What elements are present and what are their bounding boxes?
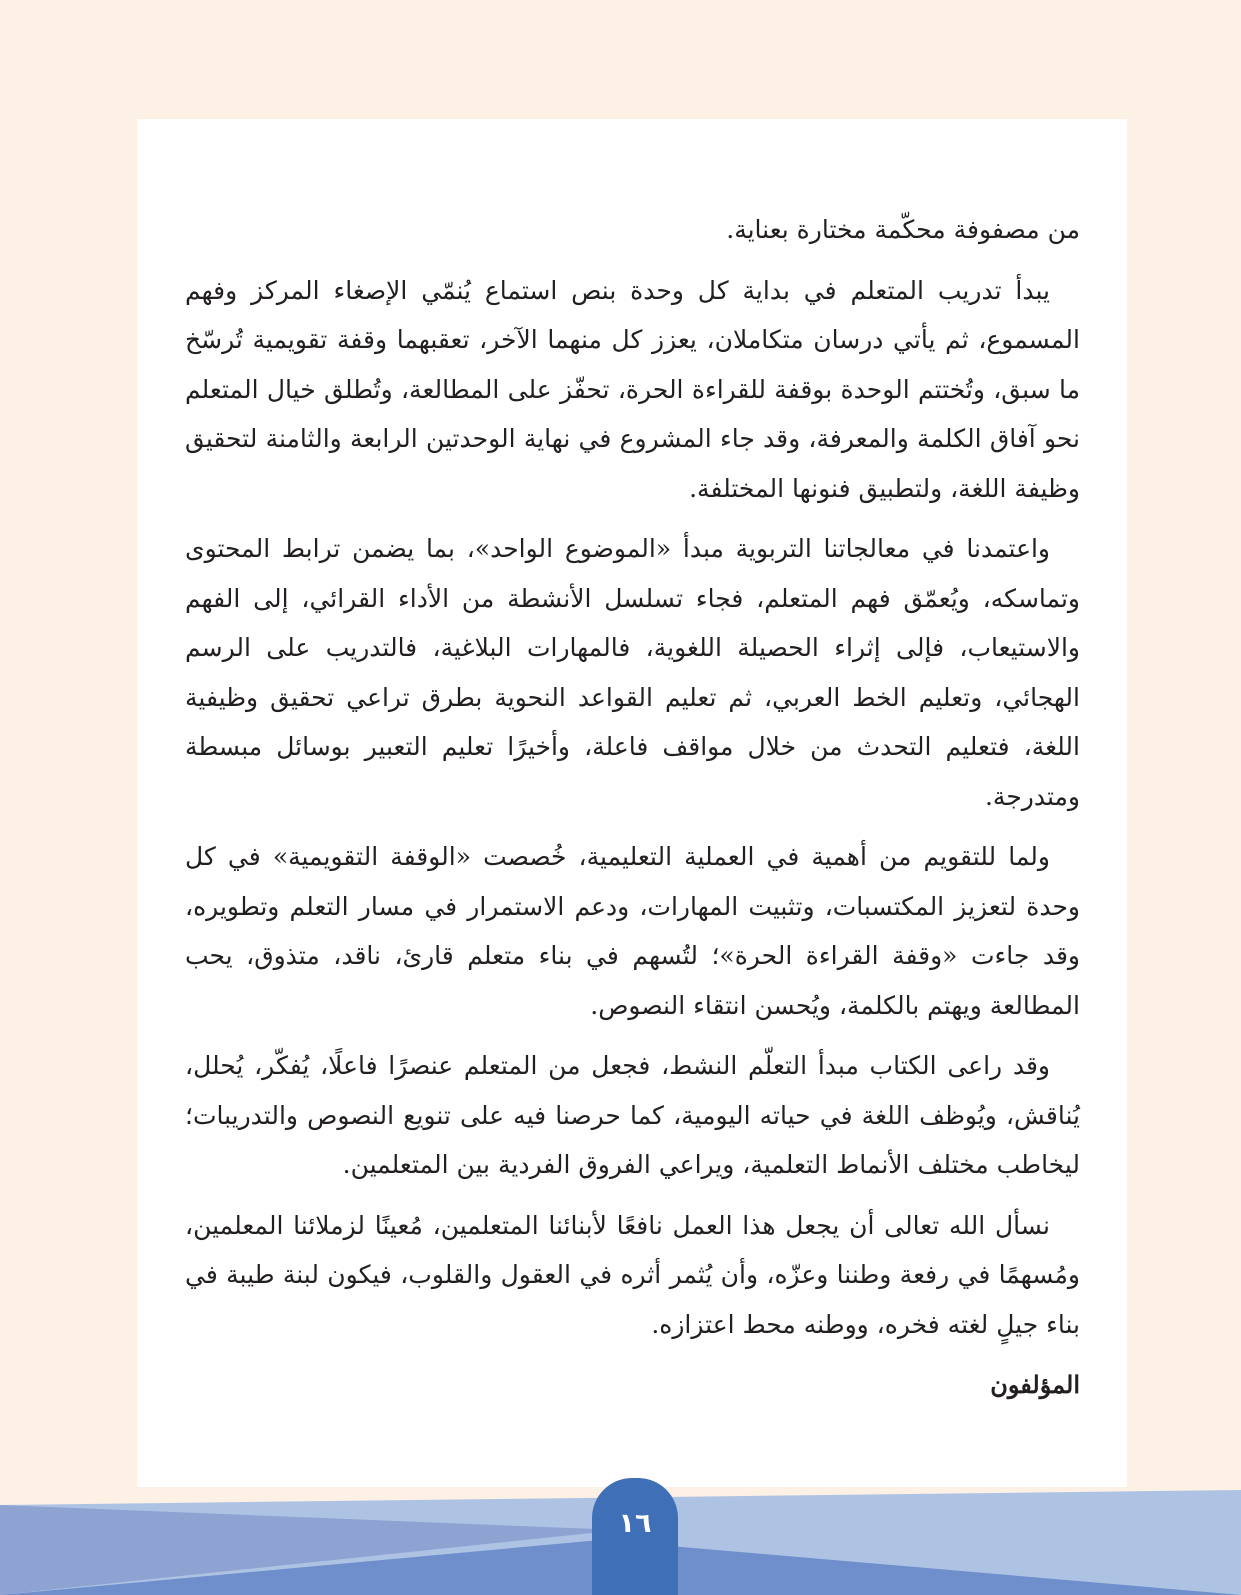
paragraph-structure: يبدأ تدريب المتعلم في بداية كل وحدة بنص استماع يُنمّي الإصغاء المركز وفهم المسموع، ثم يأتي درسان متكاملان، يعزز كل منهما الآخر، تعقبهما وقفة تقويمية تُرسّخ ما سبق، وتُختتم الوحدة بوقفة للقراءة الحرة، تحفّز على المطالعة، وتُطلق خيال المتعلم نحو آفاق الكلمة والمعرفة، وقد جاء المشروع في نهاية الوحدتين الرابعة والثامنة لتحقيق وظيفة اللغة، ولتطبيق فنونها المختلفة.	[185, 275, 1080, 503]
paragraph-evaluation: ولما للتقويم من أهمية في العملية التعليمية، خُصصت «الوقفة التقويمية» في كل وحدة لتعزيز المكتسبات، وتثبيت المهارات، ودعم الاستمرار في مسار التعلم وتطويره، وقد جاءت «وقفة القراءة الحرة»؛ لتُسهم في بناء متعلم قارئ، ناقد، متذوق، يحب المطالعة ويهتم بالكلمة، ويُحسن انتقاء النصوص.	[185, 842, 1080, 1020]
author-signature: المؤلفون	[990, 1370, 1080, 1399]
paragraph-continuation: من مصفوفة محكّمة مختارة بعناية.	[726, 215, 1080, 244]
paragraph-active-learning: وقد راعى الكتاب مبدأ التعلّم النشط، فجعل من المتعلم عنصرًا فاعلًا، يُفكّر، يُحلل، يُناقش، ويُوظف اللغة في حياته اليومية، كما حرصنا فيه على تنويع النصوص والتدريبات؛ ليخاطب مختلف الأنماط التعلمية، ويراعي الفروق الفردية بين المتعلمين.	[185, 1051, 1080, 1179]
paragraph-methodology: واعتمدنا في معالجاتنا التربوية مبدأ «الموضوع الواحد»، بما يضمن ترابط المحتوى وتماسكه، ويُعمّق فهم المتعلم، فجاء تسلسل الأنشطة من الأداء القرائي، إلى الفهم والاستيعاب، فإلى إثراء الحصيلة اللغوية، فالمهارات البلاغية، فالتدريب على الرسم الهجائي، وتعليم الخط العربي، ثم تعليم القواعد النحوية بطرق تراعي تحقيق وظيفية اللغة، فتعليم التحدث من خلال مواقف فاعلة، وأخيرًا تعليم التعبير بوسائل مبسطة ومتدرجة.	[185, 534, 1080, 811]
body-text	[185, 205, 1080, 1410]
page-number-badge	[592, 1478, 678, 1595]
page-number: ١٦	[618, 1508, 652, 1539]
paragraph-closing-prayer: نسأل الله تعالى أن يجعل هذا العمل نافعًا لأبنائنا المتعلمين، مُعينًا لزملائنا المعلمين، ومُسهمًا في رفعة وطننا وعزّه، وأن يُثمر أثره في العقول والقلوب، فيكون لبنة طيبة في بناء جيلٍ لغته فخره، ووطنه محط اعتزازه.	[185, 1210, 1080, 1339]
